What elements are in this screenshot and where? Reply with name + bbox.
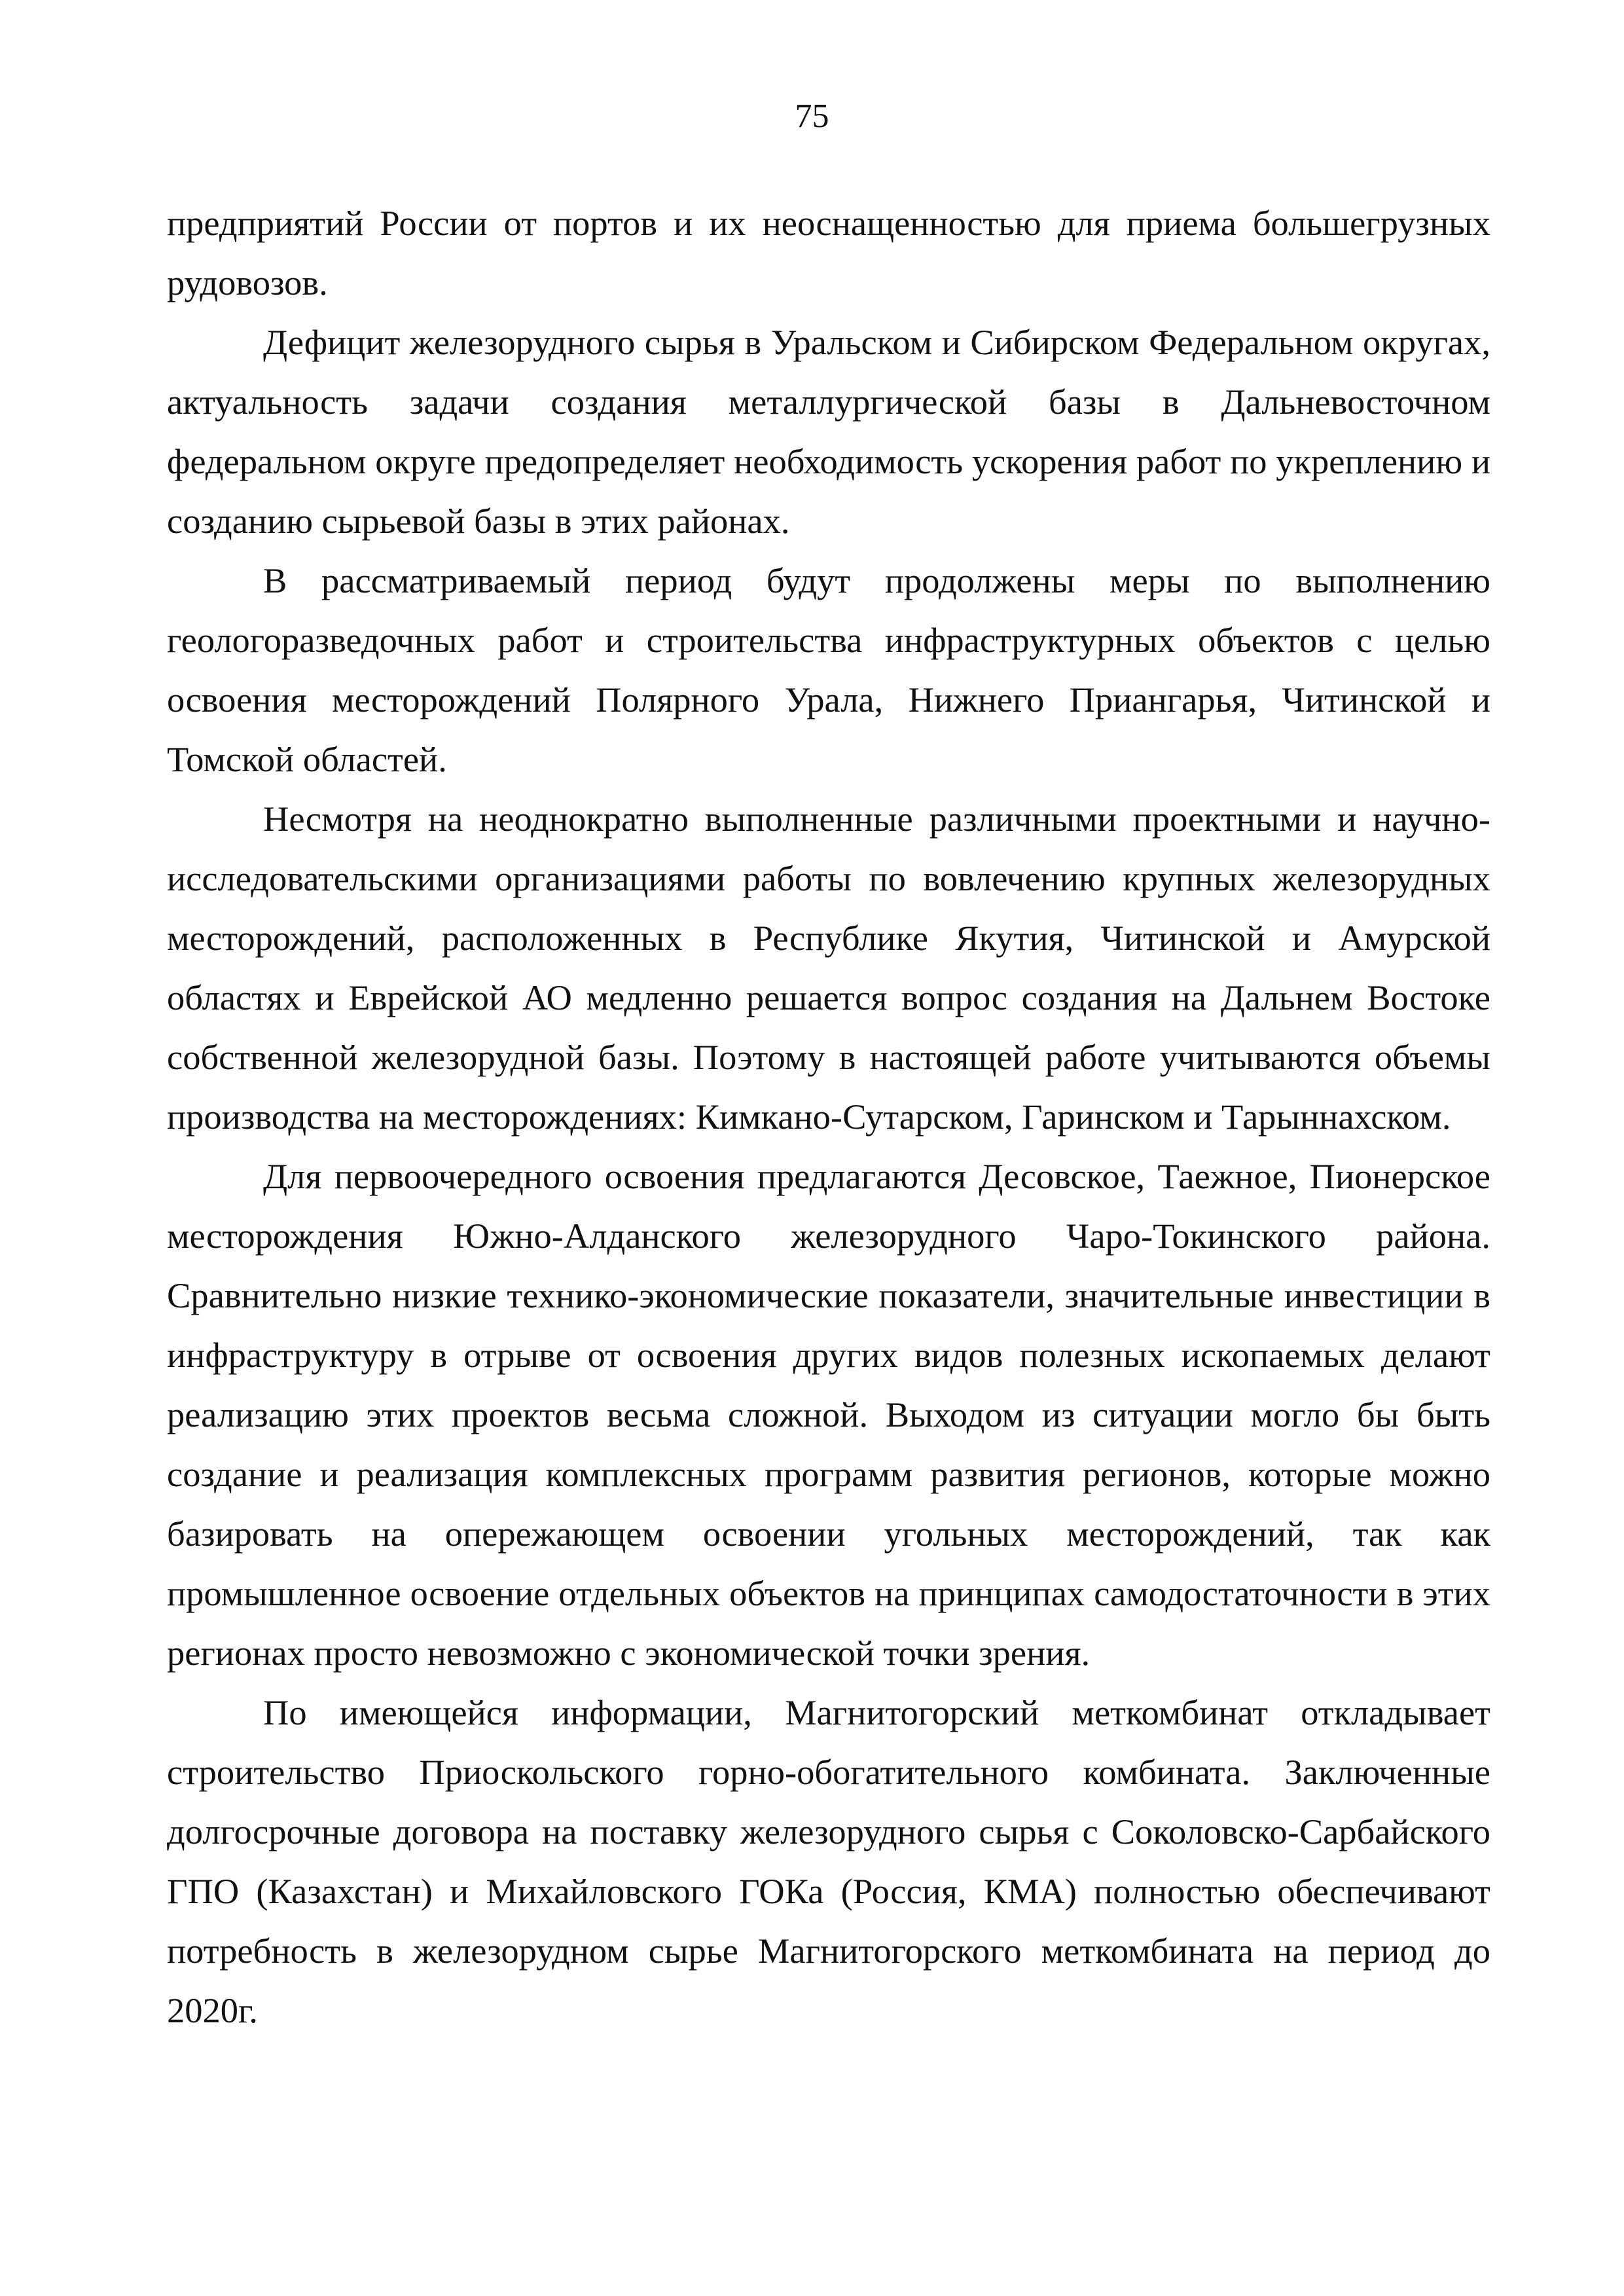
- paragraph: В рассматриваемый период будут продолжены меры по выполнению геологоразведочных работ и строительства инфраструктурных объектов с целью освоения месторождений Полярного Урала, Нижнего Приангарья, Читинской и Томской областей.: [167, 560, 1490, 779]
- paragraph-continuation: предприятий России от портов и их неоснащенностью для приема большегрузных рудовозов.: [167, 203, 1490, 302]
- paragraph: Несмотря на неоднократно выполненные различными проектными и научно-исследовательскими организациями работы по вовлечению крупных железорудных месторождений, расположенных в Республике Якутия, Читинской и Амурской областях и Еврейской АО медленно решается вопрос создания на Дальнем Востоке собственной железорудной базы. Поэтому в настоящей работе учитываются объемы производства на месторождениях: Кимкано-Сутарском, Гаринском и Тарыннахском.: [167, 799, 1490, 1137]
- document-body: [167, 193, 1490, 2040]
- paragraph: Дефицит железорудного сырья в Уральском и Сибирском Федеральном округах, актуальность задачи создания металлургической базы в Дальневосточном федеральном округе предопределяет необходимость ускорения работ по укреплению и созданию сырьевой базы в этих районах.: [167, 322, 1490, 541]
- paragraph: Для первоочередного освоения предлагаются Десовское, Таежное, Пионерское месторождения Южно-Алданского железорудного Чаро-Токинского района. Сравнительно низкие технико-экономические показатели, значительные инвестиции в инфраструктуру в отрыве от освоения других видов полезных ископаемых делают реализацию этих проектов весьма сложной. Выходом из ситуации могло бы быть создание и реализация комплексных программ развития регионов, которые можно базировать на опережающем освоении угольных месторождений, так как промышленное освоение отдельных объектов на принципах самодостаточности в этих регионах просто невозможно с экономической точки зрения.: [167, 1156, 1490, 1673]
- page-number: 75: [795, 98, 829, 135]
- paragraph: По имеющейся информации, Магнитогорский меткомбинат откладывает строительство Приоскольского горно-обогатительного комбината. Заключенные долгосрочные договора на поставку железорудного сырья с Соколовско-Сарбайского ГПО (Казахстан) и Михайловского ГОКа (Россия, КМА) полностью обеспечивают потребность в железорудном сырье Магнитогорского меткомбината на период до 2020г.: [167, 1692, 1490, 2030]
